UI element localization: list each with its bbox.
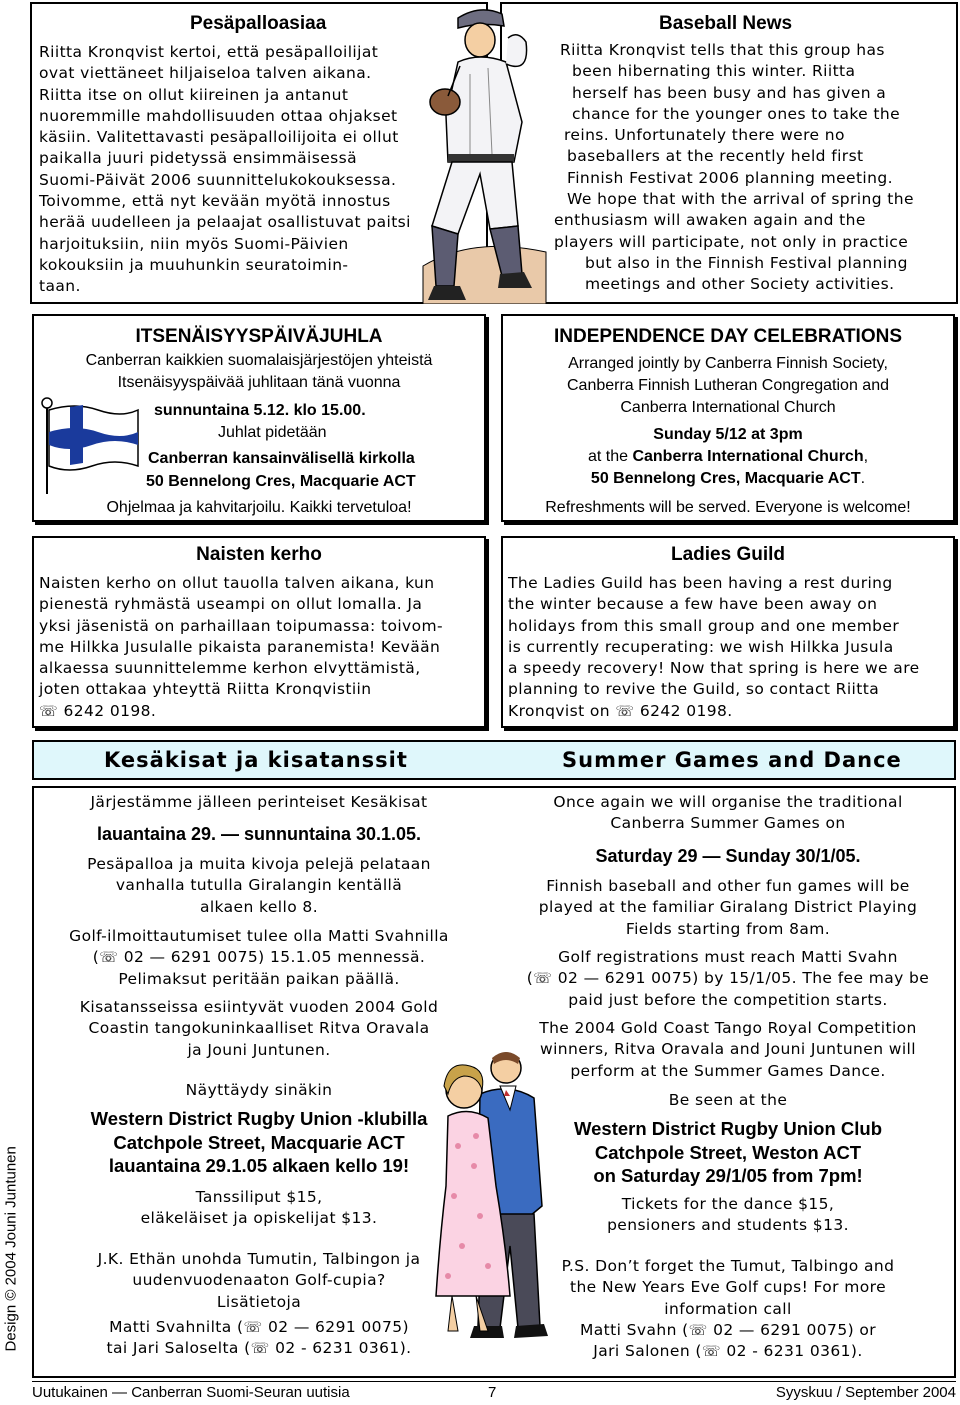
finnish-flag [40, 396, 140, 496]
text-line: paid just before the competition starts. [568, 990, 888, 1009]
independence-venue-dot: . [860, 470, 866, 487]
text-line: taan. [39, 277, 81, 296]
phone-icon: ☏ [99, 948, 119, 967]
text-line: Western District Rugby Union Club [573, 1118, 882, 1139]
text-line: but also in the Finnish Festival planning [585, 253, 908, 272]
text-line: tai Jari Saloselta ( [106, 1339, 251, 1358]
kesakisat-p3 [36, 926, 482, 990]
itsenaisyys-venue1: Canberran kansainvälisellä kirkolla [148, 450, 415, 467]
paren-open: ( [92, 948, 100, 967]
text-line: on Saturday 29/1/05 from 7pm! [593, 1165, 863, 1186]
phone-icon: ☏ [615, 701, 635, 720]
text-line: eläkeläiset ja opiskelijat $13. [140, 1209, 378, 1228]
ladies-phone-prefix: Kronqvist on [508, 701, 611, 720]
banner-title-fi: Kesäkisat ja kisatanssit [104, 748, 408, 772]
phone-icon: ☏ [533, 969, 553, 988]
text-line: 02 - 6231 0361). [275, 1339, 412, 1358]
phone-icon: ☏ [688, 1320, 708, 1339]
kesakisat-ps [36, 1249, 482, 1359]
text-line: ja Jouni Juntunen. [187, 1040, 331, 1059]
text-line: P.S. Don’t forget the Tumut, Talbingo and [561, 1257, 895, 1275]
itsenaisyys-date: sunnuntaina 5.12. klo 15.00. [154, 402, 366, 419]
text-line: been hibernating this winter. Riitta [572, 62, 856, 81]
naisten-kerho-body [39, 573, 485, 722]
text-line: perform at the Summer Games Dance. [570, 1061, 886, 1080]
summer-intro [504, 792, 952, 835]
text-line: We hope that with the arrival of spring the [567, 190, 914, 209]
summer-banner [32, 740, 956, 780]
kesakisat-date: lauantaina 29. — sunnuntaina 30.1.05. [96, 824, 422, 844]
ladies-guild-title: Ladies Guild [670, 544, 786, 565]
phone-icon: ☏ [701, 1342, 722, 1361]
naisten-phone: 6242 0198. [63, 701, 157, 720]
independence-line3: Canberra International Church [620, 399, 836, 416]
independence-venue2 [503, 468, 953, 490]
text-line: 02 - 6231 0361). [726, 1342, 863, 1361]
text-line: Matti Svahn ( [579, 1320, 689, 1339]
itsenaisyys-line3: Juhlat pidetään [218, 424, 327, 441]
text-line: 02 — 6291 0075) by 15/1/05. The fee may be [557, 969, 930, 988]
text-line: Catchpole Street, Weston ACT [594, 1141, 862, 1163]
naisten-kerho-box [32, 536, 486, 728]
text-line: Coastin tangokuninkaalliset Ritva Oravala [88, 1019, 430, 1038]
text-line: chance for the younger ones to take the [572, 104, 901, 123]
summer-ps [504, 1256, 952, 1362]
text-line: 02 — 6291 0075) or [713, 1320, 877, 1339]
contact-line [36, 1338, 482, 1359]
text-line: käsiin. Valitettavasti pesäpalloilijoita ei ollut [39, 128, 399, 147]
footer-rule [32, 1381, 956, 1382]
footer-right: Syyskuu / September 2004 [775, 1384, 956, 1401]
text-line: ovat viettäneet hiljaiseloa talven aikana. [39, 64, 372, 83]
text-line: Canberra Summer Games on [610, 814, 846, 833]
independence-venue-comma: , [863, 448, 869, 465]
text-line: is currently recuperating: we wish Hilkka Jusula [508, 637, 894, 656]
text-line: players will participate, not only in practice [554, 232, 909, 251]
text-line: Jari Salonen ( [593, 1342, 702, 1361]
text-line: Suomi-Päivät 2006 suunnittelukokouksessa. [39, 170, 397, 189]
independence-box [501, 314, 955, 522]
phone-line [39, 701, 485, 722]
footer-left: Uutukainen — Canberran Suomi-Seuran uutisia [32, 1384, 350, 1401]
ladies-phone: 6242 0198. [639, 701, 733, 720]
text-line: Once again we will organise the traditional [553, 793, 903, 811]
text-line: pensioners and students $13. [607, 1216, 849, 1235]
text-line: The 2004 Gold Coast Tango Royal Competition [539, 1019, 917, 1037]
text-line: kokouksiin ja muuhunkin seuratoimin- [39, 255, 349, 274]
kesakisat-p2 [36, 854, 482, 918]
text-line: yksi jäsenistä on parhaillaan toipumassa: toivom- [39, 616, 443, 635]
text-line: Riitta Kronqvist kertoi, että pesäpalloilijat [39, 43, 379, 61]
text-line: Lisätietoja [216, 1292, 302, 1311]
text-line: Catchpole Street, Macquarie ACT [113, 1131, 405, 1153]
text-line: the New Years Eve Golf cups! For more [569, 1278, 887, 1297]
independence-venue-name: Canberra International Church [632, 448, 864, 465]
phone-icon: ☏ [39, 701, 59, 720]
independence-line1: Arranged jointly by Canberra Finnish Society, [568, 355, 888, 372]
pesapallo-title: Pesäpalloasiaa [190, 13, 327, 34]
text-line: The Ladies Guild has been having a rest during [508, 574, 893, 592]
banner-title-en: Summer Games and Dance [562, 748, 902, 772]
text-line: 02 — 6291 0075) 15.1.05 mennessä. [123, 948, 426, 967]
design-credit: Design © 2004 Jouni Juntunen [2, 1146, 20, 1352]
phone-line [508, 701, 954, 722]
independence-venue-address: 50 Bennelong Cres, Macquarie ACT [590, 470, 861, 487]
text-line: baseballers at the recently held first [567, 147, 864, 166]
kesakisat-p4 [36, 997, 482, 1061]
text-line: reins. Unfortunately there were no [564, 126, 845, 145]
text-line: Kisatansseissa esiintyvät vuoden 2004 Gold [79, 998, 439, 1016]
paren-open: ( [526, 969, 534, 988]
itsenaisyys-title: ITSENÄISYYSPÄIVÄJUHLA [135, 326, 383, 347]
text-line: paikalla juuri pidetyssä ensimmäisessä [39, 149, 357, 168]
text-line: Golf-ilmoittautumiset tulee olla Matti Svahnilla [69, 927, 449, 945]
phone-line [36, 947, 482, 968]
independence-venue-prefix: at the [587, 448, 633, 465]
text-line: J.K. Ethän unohda Tumutin, Talbingon ja [97, 1250, 421, 1268]
text-line: pienestä ryhmästä useampi on ollut lomalla. Ja [39, 595, 423, 614]
text-line: winners, Ritva Oravala and Jouni Juntunen will [540, 1040, 916, 1059]
text-line: joten ottakaa yhteyttä Riitta Kronqvistiin [39, 680, 372, 699]
dancing-couple-clipart [418, 1046, 568, 1346]
baseball-news-body [504, 40, 956, 296]
text-line: information call [664, 1299, 792, 1318]
text-line: meetings and other Society activities. [585, 275, 895, 294]
phone-line [504, 968, 952, 989]
text-line: lauantaina 29.1.05 alkaen kello 19! [108, 1155, 410, 1176]
contact-line [504, 1320, 952, 1341]
independence-date: Sunday 5/12 at 3pm [653, 426, 803, 443]
text-line: the winter because a few have been away on [508, 595, 878, 614]
itsenaisyys-line2: Itsenäisyyspäivää juhlitaan tänä vuonna [117, 374, 401, 391]
baseball-news-title: Baseball News [659, 13, 793, 34]
text-line: Fields starting from 8am. [625, 919, 831, 938]
text-line: nuoremmille mahdollisuuden ottaa ohjakset [39, 106, 398, 125]
text-line: Finnish baseball and other fun games will be [546, 877, 910, 895]
text-line: a speedy recovery! Now that spring is here we are [508, 659, 920, 678]
summer-venue [504, 1117, 952, 1188]
text-line: Toivomme, että nyt kevään myötä innostus [39, 192, 391, 211]
text-line: Riitta Kronqvist tells that this group has [560, 41, 885, 59]
pesapallo-body [39, 42, 479, 298]
contact-line [36, 1317, 482, 1338]
kesakisat-tickets [36, 1187, 482, 1230]
text-line: planning to revive the Guild, so contact Riitta [508, 680, 880, 699]
ladies-guild-box [501, 536, 955, 728]
text-line: Western District Rugby Union -klubilla [90, 1108, 428, 1129]
summer-p2 [504, 876, 952, 940]
itsenaisyys-footer: Ohjelmaa ja kahvitarjoilu. Kaikki tervetuloa! [106, 499, 412, 516]
summer-p3 [504, 947, 952, 1011]
text-line: Pesäpalloa ja muita kivoja pelejä pelataan [87, 855, 431, 873]
ladies-guild-body [508, 573, 954, 722]
text-line: Tanssiliput $15, [195, 1188, 323, 1206]
text-line: Tickets for the dance $15, [621, 1195, 835, 1213]
independence-line2: Canberra Finnish Lutheran Congregation and [567, 377, 889, 394]
phone-icon: ☏ [243, 1317, 263, 1336]
footer-page-number: 7 [488, 1384, 497, 1401]
independence-footer: Refreshments will be served. Everyone is welcome! [545, 499, 911, 516]
independence-venue1 [503, 446, 953, 468]
summer-date: Saturday 29 — Sunday 30/1/05. [595, 846, 861, 866]
text-line: enthusiasm will awaken again and the [554, 211, 866, 230]
summer-p5: Be seen at the [668, 1091, 788, 1109]
itsenaisyys-line1: Canberran kaikkien suomalaisjärjestöjen yhteistä [85, 352, 433, 369]
kesakisat-p5: Näyttäydy sinäkin [185, 1081, 333, 1099]
text-line: uudenvuodenaaton Golf-cupia? [132, 1271, 386, 1290]
summer-p4 [504, 1018, 952, 1082]
text-line: harjoituksiin, niin myös Suomi-Päivien [39, 234, 349, 253]
text-line: alkaen kello 8. [199, 897, 319, 916]
text-line: Matti Svahnilta ( [109, 1317, 244, 1336]
independence-title: INDEPENDENCE DAY CELEBRATIONS [553, 326, 903, 347]
text-line: Naisten kerho on ollut tauolla talven aikana, kun [39, 574, 435, 592]
text-line: played at the familiar Giralang District Playing [538, 898, 918, 917]
itsenaisyys-box [32, 314, 486, 522]
text-line: alkaessa suunnittelemme kerhon elvyttämistä, [39, 659, 421, 678]
text-line: holidays from this small group and one member [508, 616, 900, 635]
kesakisat-venue [36, 1107, 482, 1178]
text-line: Golf registrations must reach Matti Svahn [558, 948, 898, 966]
contact-line [504, 1341, 952, 1362]
text-line: herself has been busy and has given a [572, 83, 887, 102]
text-line: Pelimaksut peritään paikan päällä. [118, 969, 400, 988]
itsenaisyys-venue2: 50 Bennelong Cres, Macquarie ACT [146, 473, 416, 490]
summer-tickets [504, 1194, 952, 1237]
kesakisat-l1: Järjestämme jälleen perinteiset Kesäkisat [90, 793, 428, 811]
text-line: Finnish Festivat 2006 planning meeting. [567, 168, 893, 187]
phone-icon: ☏ [250, 1339, 270, 1358]
text-line: me Hilkka Jusulalle pikaista paranemista! Kevään [39, 637, 441, 656]
text-line: 02 — 6291 0075) [267, 1317, 409, 1336]
text-line: Riitta itse on ollut kiireinen ja antanut [39, 85, 349, 104]
naisten-kerho-title: Naisten kerho [196, 544, 322, 565]
text-line: herää uudelleen ja pelaajat osallistuvat paitsi [39, 213, 411, 232]
text-line: vanhalla tutulla Giralangin kentällä [115, 876, 403, 895]
